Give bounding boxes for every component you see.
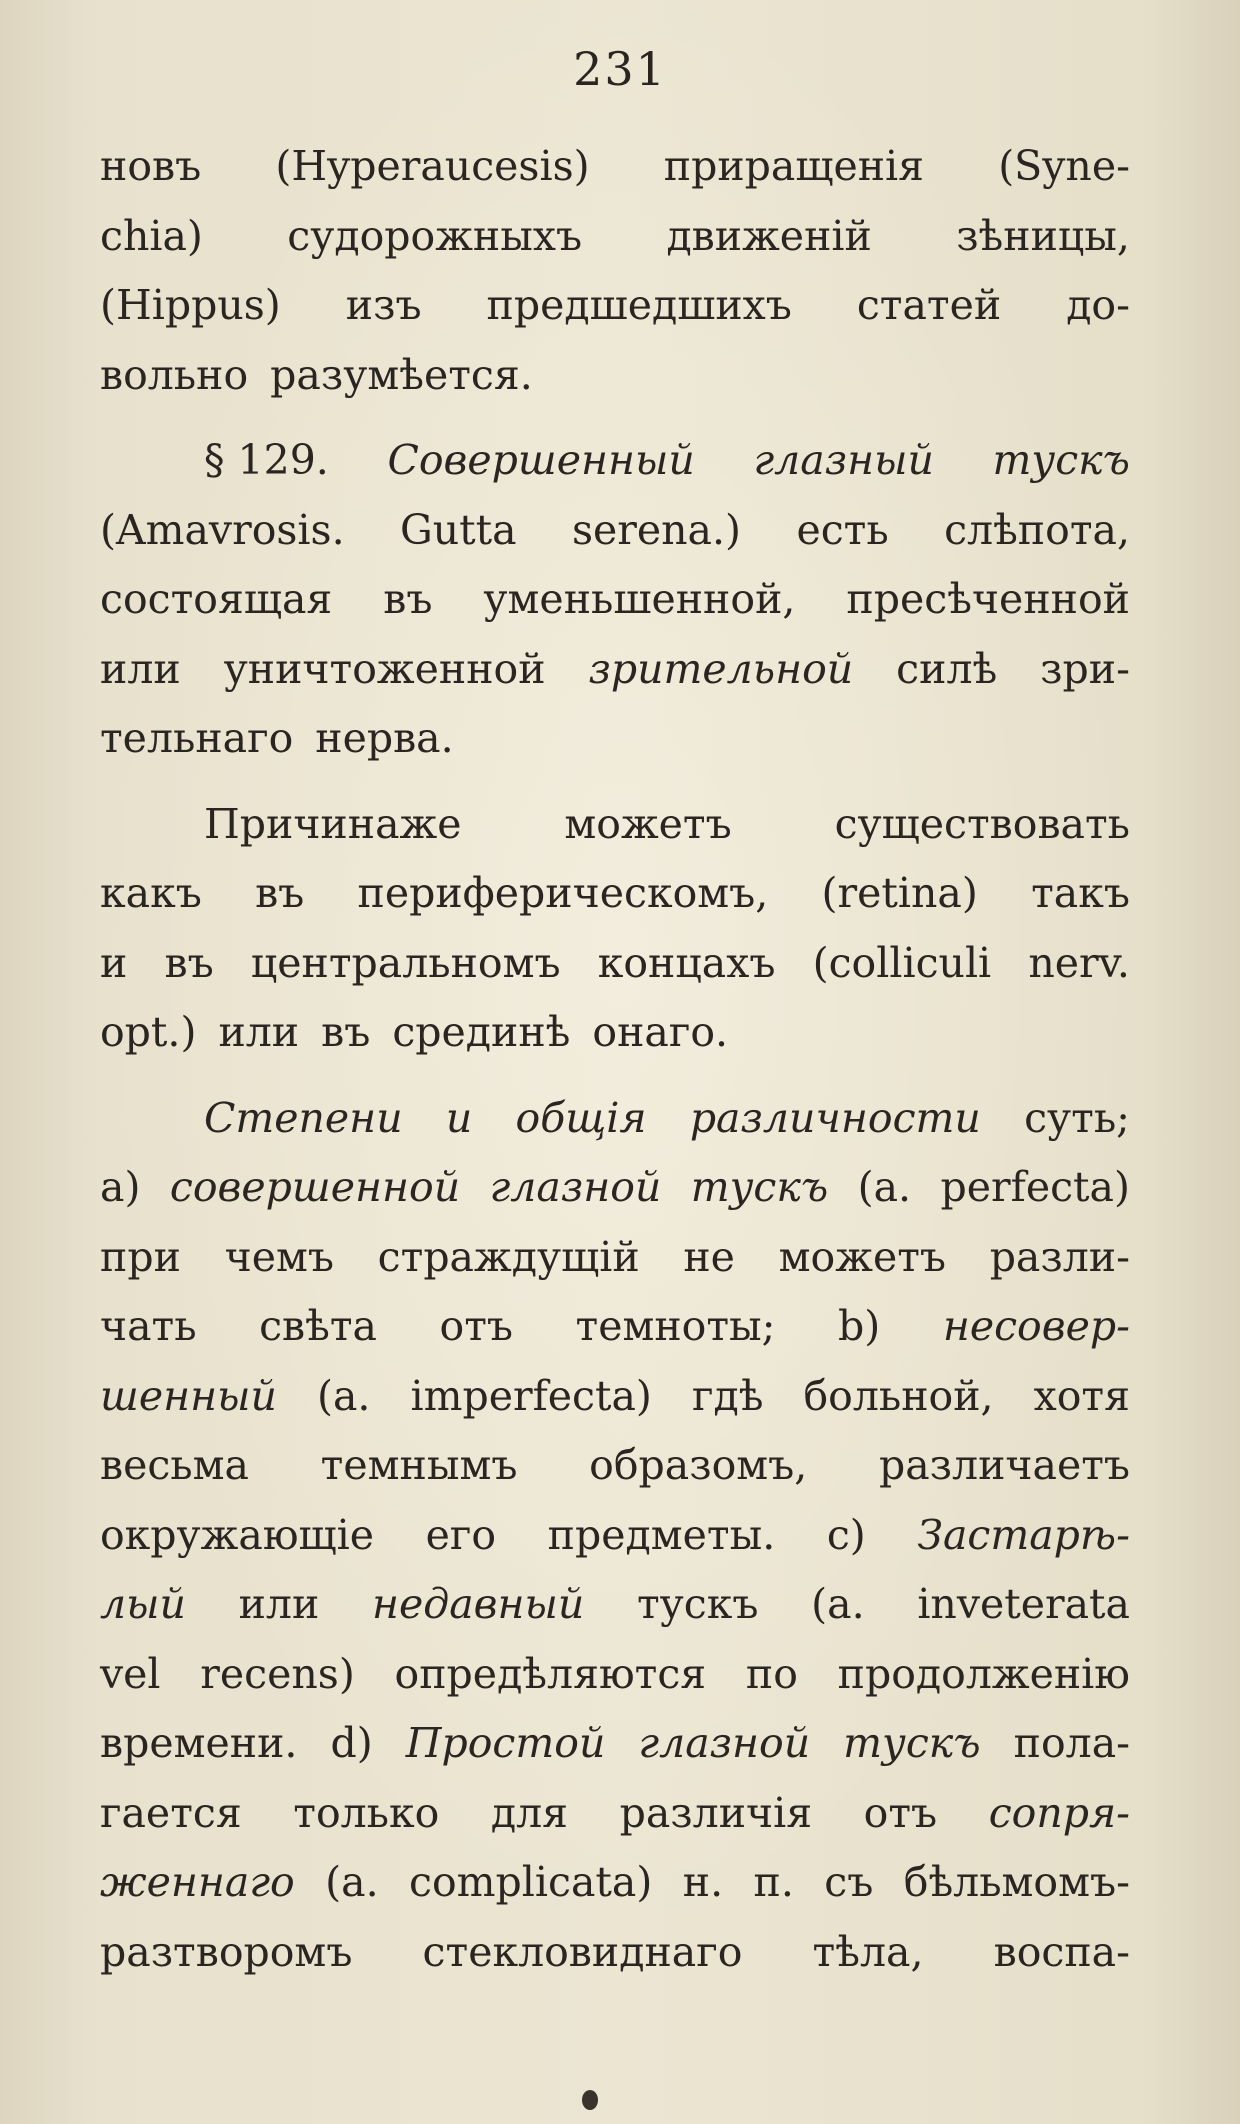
word: времени.: [100, 1719, 298, 1767]
word: несовер-: [942, 1302, 1130, 1350]
word: чемъ: [224, 1232, 334, 1281]
word: отъ: [439, 1302, 513, 1350]
word: стекловиднаго: [422, 1927, 743, 1976]
text-line: [100, 1779, 1130, 1849]
word: уничтоженной: [223, 644, 546, 693]
word: opt.): [100, 1008, 197, 1056]
paragraph: [100, 132, 1130, 410]
paragraph-gap: [100, 1068, 1130, 1084]
word: можетъ: [564, 799, 732, 848]
text-line: [100, 426, 1130, 496]
text-line: [100, 1431, 1130, 1501]
word: судорожныхъ: [287, 211, 583, 260]
word: такъ: [1031, 869, 1130, 917]
word: для: [490, 1788, 569, 1837]
paragraph: [100, 1084, 1130, 1988]
word: темноты;: [575, 1302, 776, 1350]
word: женнаго: [100, 1858, 295, 1906]
word: или: [218, 1008, 300, 1056]
paragraph: [100, 426, 1130, 774]
word: (Syne-: [998, 142, 1130, 190]
word: предшедшихъ: [486, 281, 792, 329]
word: темнымъ: [320, 1441, 518, 1489]
body-text: [100, 132, 1130, 1987]
word: силѣ: [896, 644, 998, 693]
word: nerv.: [1028, 938, 1130, 987]
word: тускъ: [637, 1580, 759, 1628]
word: какъ: [100, 869, 202, 917]
text-line: [100, 1292, 1130, 1362]
text-line: [100, 1640, 1130, 1710]
word: его: [425, 1510, 497, 1559]
word: нерва.: [315, 714, 454, 762]
word: d): [330, 1719, 373, 1767]
text-line: [100, 1848, 1130, 1918]
word: можетъ: [778, 1232, 946, 1281]
word: воспа-: [993, 1927, 1130, 1976]
word: п.: [753, 1858, 794, 1906]
word: (Hippus): [100, 281, 281, 329]
word: тѣла,: [812, 1927, 924, 1976]
word: зри-: [1040, 644, 1130, 693]
word: свѣта: [259, 1302, 377, 1350]
text-line: [100, 1362, 1130, 1432]
word: Gutta: [400, 505, 517, 554]
word: новъ: [100, 142, 202, 190]
text-line: [100, 929, 1130, 999]
word: (Amavrosis.: [100, 505, 345, 554]
paragraph-gap: [100, 774, 1130, 790]
word: тускъ: [992, 436, 1130, 484]
word: онаго.: [592, 1008, 729, 1056]
word: движеній: [666, 211, 872, 260]
word: serena.): [571, 505, 742, 554]
word: предметы.: [547, 1510, 776, 1559]
word: разтворомъ: [100, 1927, 353, 1976]
word: есть: [796, 505, 889, 554]
word: Застарѣ-: [917, 1510, 1130, 1559]
word: отъ: [863, 1788, 938, 1837]
word: состоящая: [100, 575, 333, 623]
word: уменьшенной,: [483, 575, 796, 623]
word: продолженію: [837, 1649, 1130, 1698]
word: Совершенный: [387, 436, 695, 484]
word: perfecta): [940, 1163, 1130, 1211]
word: вольно: [100, 350, 249, 399]
text-line: [100, 859, 1130, 929]
word: лый: [100, 1580, 186, 1628]
word: a): [100, 1163, 141, 1211]
text-line: [100, 132, 1130, 202]
word: хотя: [1033, 1371, 1130, 1420]
word: (a.: [811, 1580, 865, 1628]
word: различаетъ: [878, 1441, 1130, 1489]
word: зѣницы,: [956, 211, 1130, 260]
text-line: [100, 1223, 1130, 1293]
word: или: [100, 644, 181, 693]
word: шенный: [100, 1371, 277, 1420]
word: изъ: [345, 281, 422, 329]
word: съ: [824, 1858, 874, 1906]
text-line: [100, 1153, 1130, 1223]
word: существовать: [834, 799, 1130, 848]
word: въ: [164, 938, 214, 987]
word: (a.: [325, 1858, 379, 1906]
word: (colliculi: [812, 938, 992, 987]
word: или: [238, 1580, 320, 1628]
text-line: [100, 341, 1130, 411]
word: больной,: [803, 1371, 994, 1420]
word: (a.: [316, 1371, 371, 1420]
word: слѣпота,: [944, 505, 1130, 554]
word: срединѣ: [392, 1008, 571, 1056]
word: Степени: [204, 1093, 403, 1142]
word: inveterata: [917, 1580, 1130, 1628]
word: (a.: [857, 1163, 912, 1211]
word: и: [100, 938, 128, 987]
paragraph: [100, 790, 1130, 1068]
word: при: [100, 1232, 181, 1281]
word: до-: [1066, 281, 1130, 329]
word: chia): [100, 211, 203, 260]
word: гается: [100, 1788, 242, 1837]
word: тускъ: [690, 1163, 829, 1211]
text-line: [100, 565, 1130, 635]
word: глазный: [753, 436, 934, 484]
text-line: [100, 790, 1130, 860]
word: концахъ: [597, 938, 776, 987]
word: въ: [255, 869, 305, 917]
word: Простой: [405, 1719, 606, 1767]
word: окружающіе: [100, 1510, 375, 1559]
word: статей: [856, 281, 1002, 329]
word: разли-: [989, 1232, 1130, 1281]
word: по: [745, 1649, 798, 1698]
word: пресѣченной: [846, 575, 1130, 623]
text-line: [100, 635, 1130, 705]
text-line: [100, 1709, 1130, 1779]
word: н.: [682, 1858, 724, 1906]
word: и: [445, 1093, 473, 1142]
word: (retina): [821, 869, 978, 917]
word: страждущій: [377, 1232, 640, 1281]
text-line: [100, 202, 1130, 272]
word: только: [293, 1788, 440, 1837]
word: образомъ,: [589, 1441, 808, 1489]
text-line: [100, 1501, 1130, 1571]
word: тускъ: [843, 1719, 981, 1767]
word: недавный: [371, 1580, 585, 1628]
word: въ: [321, 1008, 371, 1056]
word: въ: [383, 575, 433, 623]
word: различности: [689, 1093, 981, 1142]
text-line: [100, 271, 1130, 341]
word: зрительной: [588, 644, 854, 693]
word: бѣльмомъ-: [903, 1858, 1130, 1906]
word: общія: [515, 1093, 647, 1142]
word: complicata): [409, 1858, 653, 1906]
text-line: [100, 496, 1130, 566]
word: (Hyperaucesis): [275, 142, 590, 190]
text-line: [100, 1084, 1130, 1154]
word: imperfecta): [410, 1371, 652, 1420]
paragraph-gap: [100, 410, 1130, 426]
text-line: [100, 1918, 1130, 1988]
word: тельнаго: [100, 714, 294, 762]
word: b): [838, 1302, 881, 1350]
text-line: [100, 998, 1130, 1068]
text-line: [100, 704, 1130, 774]
word: суть;: [1024, 1093, 1130, 1142]
word: глазной: [638, 1719, 811, 1767]
word: весьма: [100, 1441, 249, 1489]
word: разумѣется.: [270, 350, 533, 399]
word: глазной: [489, 1163, 662, 1211]
word: vel: [100, 1649, 161, 1698]
word: не: [683, 1232, 735, 1281]
word: опредѣляются: [394, 1649, 707, 1698]
word: гдѣ: [691, 1371, 764, 1420]
word: recens): [200, 1649, 355, 1698]
ink-speck: [582, 2090, 598, 2110]
word: приращенія: [663, 142, 925, 190]
word: Причинаже: [204, 799, 462, 848]
word: совершенной: [169, 1163, 461, 1211]
word: пола-: [1013, 1719, 1130, 1767]
word: чать: [100, 1302, 197, 1350]
word: периферическомъ,: [357, 869, 769, 917]
word: различія: [619, 1788, 813, 1837]
page-number: 231: [573, 42, 667, 96]
text-line: [100, 1570, 1130, 1640]
word: центральномъ: [250, 938, 561, 987]
word: § 129.: [204, 436, 329, 484]
word: c): [826, 1510, 866, 1559]
word: сопря-: [988, 1788, 1130, 1837]
